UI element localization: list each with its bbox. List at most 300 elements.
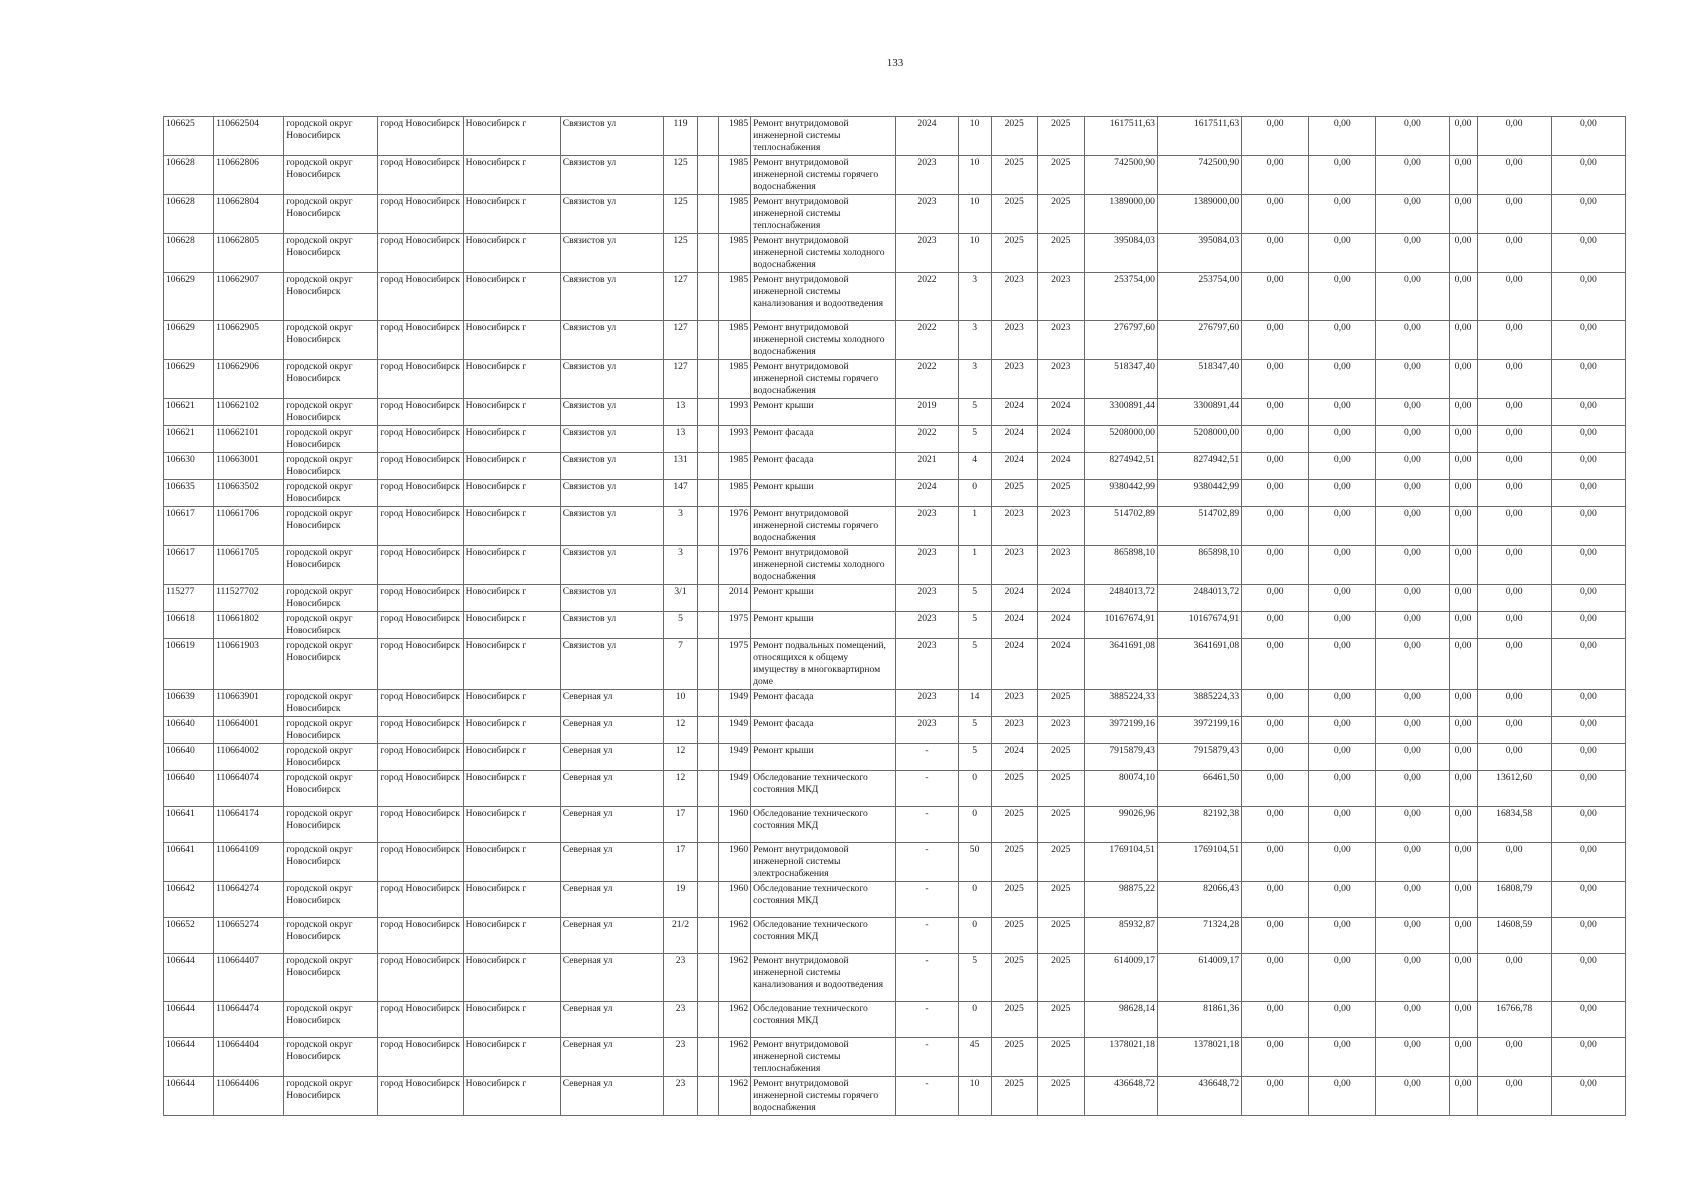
cell-total-cost: 99026,96 [1084, 807, 1157, 843]
cell-house-letter [698, 453, 719, 480]
cell-work-type: Ремонт фасада [751, 426, 896, 453]
cell-fund-cost: 2484013,72 [1157, 585, 1241, 612]
cell-fund-cost: 82192,38 [1157, 807, 1241, 843]
cell-fund-cost: 614009,17 [1157, 954, 1241, 1002]
page-number: 133 [886, 57, 904, 69]
cell-street: Северная ул [560, 843, 663, 882]
cell-account-id: 106644 [164, 1038, 214, 1077]
cell-locality: Новосибирск г [463, 1002, 560, 1038]
cell-other-funds: 0,00 [1477, 480, 1551, 507]
cell-other-funds: 0,00 [1477, 453, 1551, 480]
cell-program-id: 110662806 [214, 156, 284, 195]
table-row [164, 744, 1626, 771]
cell-owner-funds: 0,00 [1449, 273, 1477, 321]
cell-work-type: Обследование технического состояния МКД [751, 771, 896, 807]
cell-federal-funds: 0,00 [1242, 480, 1309, 507]
cell-wear-percent: 5 [958, 399, 991, 426]
cell-regional-funds: 0,00 [1309, 612, 1376, 639]
cell-fund-cost: 71324,28 [1157, 918, 1241, 954]
cell-house-letter [698, 480, 719, 507]
cell-locality: Новосибирск г [463, 195, 560, 234]
cell-house-letter [698, 717, 719, 744]
cell-account-id: 106629 [164, 360, 214, 399]
table-row [164, 639, 1626, 690]
cell-build-year: 1985 [719, 273, 751, 321]
cell-total-cost: 1378021,18 [1084, 1038, 1157, 1077]
cell-fund-cost: 81861,36 [1157, 1002, 1241, 1038]
cell-street: Связистов ул [560, 507, 663, 546]
cell-wear-percent: 0 [958, 1002, 991, 1038]
cell-reserve-funds: 0,00 [1551, 918, 1625, 954]
cell-account-id: 106641 [164, 807, 214, 843]
cell-municipal-funds: 0,00 [1376, 690, 1449, 717]
cell-locality: Новосибирск г [463, 360, 560, 399]
cell-survey-year: 2024 [896, 117, 958, 156]
cell-district: городской округ Новосибирск [284, 426, 378, 453]
cell-work-type: Ремонт внутридомовой инженерной системы теплоснабжения [751, 195, 896, 234]
cell-city: город Новосибирск [378, 612, 463, 639]
cell-other-funds: 0,00 [1477, 399, 1551, 426]
cell-survey-year: 2023 [896, 546, 958, 585]
cell-plan-end: 2023 [1037, 273, 1084, 321]
cell-plan-end: 2025 [1037, 807, 1084, 843]
cell-reserve-funds: 0,00 [1551, 954, 1625, 1002]
cell-house-number: 12 [663, 771, 697, 807]
cell-program-id: 110664407 [214, 954, 284, 1002]
cell-wear-percent: 5 [958, 954, 991, 1002]
cell-house-letter [698, 426, 719, 453]
cell-federal-funds: 0,00 [1242, 954, 1309, 1002]
cell-wear-percent: 5 [958, 426, 991, 453]
cell-district: городской округ Новосибирск [284, 585, 378, 612]
cell-street: Связистов ул [560, 234, 663, 273]
cell-program-id: 110661802 [214, 612, 284, 639]
cell-survey-year: 2024 [896, 480, 958, 507]
cell-district: городской округ Новосибирск [284, 399, 378, 426]
cell-house-number: 17 [663, 807, 697, 843]
cell-program-id: 110662102 [214, 399, 284, 426]
cell-reserve-funds: 0,00 [1551, 807, 1625, 843]
cell-municipal-funds: 0,00 [1376, 1038, 1449, 1077]
cell-house-number: 125 [663, 156, 697, 195]
cell-plan-start: 2025 [991, 882, 1037, 918]
cell-street: Связистов ул [560, 156, 663, 195]
cell-municipal-funds: 0,00 [1376, 585, 1449, 612]
cell-build-year: 1975 [719, 612, 751, 639]
cell-city: город Новосибирск [378, 639, 463, 690]
cell-district: городской округ Новосибирск [284, 690, 378, 717]
cell-street: Северная ул [560, 807, 663, 843]
cell-program-id: 110662101 [214, 426, 284, 453]
cell-municipal-funds: 0,00 [1376, 1077, 1449, 1116]
cell-wear-percent: 45 [958, 1038, 991, 1077]
cell-regional-funds: 0,00 [1309, 639, 1376, 690]
cell-work-type: Ремонт фасада [751, 717, 896, 744]
cell-street: Северная ул [560, 771, 663, 807]
cell-district: городской округ Новосибирск [284, 321, 378, 360]
cell-fund-cost: 395084,03 [1157, 234, 1241, 273]
table-row [164, 918, 1626, 954]
cell-house-letter [698, 639, 719, 690]
cell-municipal-funds: 0,00 [1376, 399, 1449, 426]
cell-fund-cost: 3641691,08 [1157, 639, 1241, 690]
cell-locality: Новосибирск г [463, 546, 560, 585]
cell-account-id: 106618 [164, 612, 214, 639]
cell-plan-end: 2023 [1037, 717, 1084, 744]
cell-plan-end: 2025 [1037, 918, 1084, 954]
cell-work-type: Обследование технического состояния МКД [751, 807, 896, 843]
cell-street: Связистов ул [560, 360, 663, 399]
cell-street: Северная ул [560, 717, 663, 744]
cell-survey-year: 2019 [896, 399, 958, 426]
cell-house-letter [698, 360, 719, 399]
cell-build-year: 1960 [719, 843, 751, 882]
cell-wear-percent: 5 [958, 639, 991, 690]
cell-regional-funds: 0,00 [1309, 717, 1376, 744]
cell-wear-percent: 0 [958, 807, 991, 843]
cell-plan-start: 2024 [991, 585, 1037, 612]
cell-program-id: 110664406 [214, 1077, 284, 1116]
cell-plan-end: 2025 [1037, 954, 1084, 1002]
cell-owner-funds: 0,00 [1449, 1038, 1477, 1077]
cell-locality: Новосибирск г [463, 843, 560, 882]
cell-account-id: 106644 [164, 1002, 214, 1038]
cell-owner-funds: 0,00 [1449, 612, 1477, 639]
cell-regional-funds: 0,00 [1309, 426, 1376, 453]
cell-regional-funds: 0,00 [1309, 507, 1376, 546]
cell-survey-year: 2023 [896, 717, 958, 744]
cell-other-funds: 0,00 [1477, 117, 1551, 156]
table-row [164, 1038, 1626, 1077]
cell-reserve-funds: 0,00 [1551, 690, 1625, 717]
cell-owner-funds: 0,00 [1449, 954, 1477, 1002]
cell-work-type: Ремонт крыши [751, 480, 896, 507]
cell-work-type: Ремонт крыши [751, 399, 896, 426]
cell-federal-funds: 0,00 [1242, 195, 1309, 234]
table-row [164, 156, 1626, 195]
cell-program-id: 110664001 [214, 717, 284, 744]
cell-build-year: 1985 [719, 480, 751, 507]
cell-account-id: 106629 [164, 321, 214, 360]
cell-regional-funds: 0,00 [1309, 117, 1376, 156]
cell-other-funds: 14608,59 [1477, 918, 1551, 954]
cell-city: город Новосибирск [378, 717, 463, 744]
cell-build-year: 1993 [719, 399, 751, 426]
cell-account-id: 106652 [164, 918, 214, 954]
cell-regional-funds: 0,00 [1309, 843, 1376, 882]
cell-program-id: 110662907 [214, 273, 284, 321]
cell-street: Северная ул [560, 1002, 663, 1038]
cell-district: городской округ Новосибирск [284, 639, 378, 690]
cell-locality: Новосибирск г [463, 918, 560, 954]
cell-district: городской округ Новосибирск [284, 843, 378, 882]
cell-district: городской округ Новосибирск [284, 453, 378, 480]
cell-house-letter [698, 843, 719, 882]
cell-house-number: 23 [663, 954, 697, 1002]
cell-program-id: 110664404 [214, 1038, 284, 1077]
cell-street: Связистов ул [560, 117, 663, 156]
cell-plan-end: 2025 [1037, 1038, 1084, 1077]
cell-plan-end: 2025 [1037, 234, 1084, 273]
cell-district: городской округ Новосибирск [284, 1002, 378, 1038]
cell-work-type: Ремонт внутридомовой инженерной системы канализования и водоотведения [751, 273, 896, 321]
cell-house-number: 125 [663, 234, 697, 273]
cell-reserve-funds: 0,00 [1551, 234, 1625, 273]
cell-federal-funds: 0,00 [1242, 690, 1309, 717]
cell-survey-year: - [896, 771, 958, 807]
cell-district: городской округ Новосибирск [284, 918, 378, 954]
cell-municipal-funds: 0,00 [1376, 507, 1449, 546]
cell-reserve-funds: 0,00 [1551, 771, 1625, 807]
cell-total-cost: 276797,60 [1084, 321, 1157, 360]
cell-reserve-funds: 0,00 [1551, 612, 1625, 639]
cell-house-letter [698, 954, 719, 1002]
cell-regional-funds: 0,00 [1309, 1077, 1376, 1116]
cell-house-number: 3/1 [663, 585, 697, 612]
cell-plan-start: 2025 [991, 771, 1037, 807]
cell-municipal-funds: 0,00 [1376, 771, 1449, 807]
cell-city: город Новосибирск [378, 807, 463, 843]
cell-work-type: Ремонт подвальных помещений, относящихся к общему имуществу в многоквартирном доме [751, 639, 896, 690]
cell-house-letter [698, 117, 719, 156]
cell-other-funds: 0,00 [1477, 321, 1551, 360]
cell-other-funds: 0,00 [1477, 546, 1551, 585]
cell-program-id: 110664474 [214, 1002, 284, 1038]
cell-house-number: 19 [663, 882, 697, 918]
cell-plan-start: 2023 [991, 321, 1037, 360]
cell-fund-cost: 3885224,33 [1157, 690, 1241, 717]
cell-house-letter [698, 807, 719, 843]
cell-account-id: 106644 [164, 1077, 214, 1116]
cell-account-id: 106617 [164, 507, 214, 546]
cell-plan-start: 2023 [991, 717, 1037, 744]
cell-plan-end: 2023 [1037, 321, 1084, 360]
cell-build-year: 1985 [719, 453, 751, 480]
cell-account-id: 106644 [164, 954, 214, 1002]
cell-build-year: 1962 [719, 1002, 751, 1038]
cell-owner-funds: 0,00 [1449, 234, 1477, 273]
cell-federal-funds: 0,00 [1242, 882, 1309, 918]
cell-city: город Новосибирск [378, 585, 463, 612]
cell-work-type: Ремонт внутридомовой инженерной системы холодного водоснабжения [751, 546, 896, 585]
cell-house-letter [698, 507, 719, 546]
cell-survey-year: - [896, 882, 958, 918]
cell-wear-percent: 3 [958, 321, 991, 360]
cell-municipal-funds: 0,00 [1376, 954, 1449, 1002]
cell-fund-cost: 5208000,00 [1157, 426, 1241, 453]
cell-work-type: Ремонт внутридомовой инженерной системы холодного водоснабжения [751, 234, 896, 273]
cell-plan-start: 2025 [991, 117, 1037, 156]
cell-wear-percent: 1 [958, 507, 991, 546]
cell-regional-funds: 0,00 [1309, 585, 1376, 612]
cell-locality: Новосибирск г [463, 480, 560, 507]
table-row [164, 690, 1626, 717]
cell-city: город Новосибирск [378, 480, 463, 507]
cell-house-letter [698, 744, 719, 771]
cell-build-year: 1985 [719, 156, 751, 195]
cell-total-cost: 1769104,51 [1084, 843, 1157, 882]
cell-other-funds: 0,00 [1477, 954, 1551, 1002]
cell-house-number: 10 [663, 690, 697, 717]
cell-other-funds: 0,00 [1477, 612, 1551, 639]
cell-total-cost: 7915879,43 [1084, 744, 1157, 771]
cell-district: городской округ Новосибирск [284, 1038, 378, 1077]
data-table [163, 116, 1626, 1116]
cell-wear-percent: 10 [958, 117, 991, 156]
table-row [164, 1077, 1626, 1116]
cell-reserve-funds: 0,00 [1551, 882, 1625, 918]
cell-program-id: 111527702 [214, 585, 284, 612]
table-row [164, 399, 1626, 426]
cell-other-funds: 16834,58 [1477, 807, 1551, 843]
table-row [164, 585, 1626, 612]
cell-house-letter [698, 321, 719, 360]
cell-survey-year: - [896, 1077, 958, 1116]
cell-other-funds: 0,00 [1477, 690, 1551, 717]
cell-federal-funds: 0,00 [1242, 426, 1309, 453]
cell-regional-funds: 0,00 [1309, 882, 1376, 918]
cell-work-type: Ремонт внутридомовой инженерной системы электроснабжения [751, 843, 896, 882]
cell-other-funds: 0,00 [1477, 843, 1551, 882]
cell-house-letter [698, 156, 719, 195]
cell-work-type: Обследование технического состояния МКД [751, 918, 896, 954]
cell-survey-year: - [896, 1002, 958, 1038]
cell-street: Северная ул [560, 882, 663, 918]
cell-municipal-funds: 0,00 [1376, 453, 1449, 480]
cell-locality: Новосибирск г [463, 639, 560, 690]
cell-work-type: Ремонт фасада [751, 690, 896, 717]
cell-program-id: 110662805 [214, 234, 284, 273]
cell-survey-year: 2023 [896, 690, 958, 717]
cell-house-number: 12 [663, 744, 697, 771]
cell-survey-year: 2021 [896, 453, 958, 480]
cell-street: Связистов ул [560, 639, 663, 690]
cell-total-cost: 10167674,91 [1084, 612, 1157, 639]
cell-reserve-funds: 0,00 [1551, 744, 1625, 771]
cell-build-year: 1949 [719, 771, 751, 807]
cell-total-cost: 395084,03 [1084, 234, 1157, 273]
cell-other-funds: 16766,78 [1477, 1002, 1551, 1038]
cell-municipal-funds: 0,00 [1376, 156, 1449, 195]
cell-district: городской округ Новосибирск [284, 882, 378, 918]
cell-wear-percent: 5 [958, 612, 991, 639]
cell-regional-funds: 0,00 [1309, 360, 1376, 399]
cell-survey-year: - [896, 843, 958, 882]
cell-locality: Новосибирск г [463, 399, 560, 426]
cell-other-funds: 0,00 [1477, 195, 1551, 234]
table-row [164, 882, 1626, 918]
cell-house-number: 147 [663, 480, 697, 507]
cell-house-number: 23 [663, 1002, 697, 1038]
cell-street: Связистов ул [560, 195, 663, 234]
cell-build-year: 1949 [719, 744, 751, 771]
cell-other-funds: 0,00 [1477, 585, 1551, 612]
cell-other-funds: 0,00 [1477, 744, 1551, 771]
cell-city: город Новосибирск [378, 273, 463, 321]
cell-wear-percent: 14 [958, 690, 991, 717]
cell-locality: Новосибирск г [463, 117, 560, 156]
cell-locality: Новосибирск г [463, 453, 560, 480]
cell-survey-year: 2023 [896, 585, 958, 612]
cell-account-id: 106635 [164, 480, 214, 507]
cell-work-type: Ремонт внутридомовой инженерной системы горячего водоснабжения [751, 360, 896, 399]
cell-work-type: Ремонт фасада [751, 453, 896, 480]
cell-street: Связистов ул [560, 426, 663, 453]
cell-municipal-funds: 0,00 [1376, 117, 1449, 156]
cell-plan-start: 2023 [991, 690, 1037, 717]
cell-house-number: 13 [663, 426, 697, 453]
cell-municipal-funds: 0,00 [1376, 882, 1449, 918]
cell-account-id: 106640 [164, 717, 214, 744]
cell-house-letter [698, 882, 719, 918]
cell-total-cost: 1617511,63 [1084, 117, 1157, 156]
cell-reserve-funds: 0,00 [1551, 273, 1625, 321]
cell-municipal-funds: 0,00 [1376, 612, 1449, 639]
cell-street: Связистов ул [560, 399, 663, 426]
cell-owner-funds: 0,00 [1449, 918, 1477, 954]
cell-fund-cost: 9380442,99 [1157, 480, 1241, 507]
cell-fund-cost: 742500,90 [1157, 156, 1241, 195]
cell-owner-funds: 0,00 [1449, 639, 1477, 690]
table-row [164, 771, 1626, 807]
cell-survey-year: 2022 [896, 360, 958, 399]
cell-fund-cost: 1617511,63 [1157, 117, 1241, 156]
table-row [164, 273, 1626, 321]
cell-owner-funds: 0,00 [1449, 717, 1477, 744]
cell-owner-funds: 0,00 [1449, 321, 1477, 360]
cell-house-number: 23 [663, 1077, 697, 1116]
cell-build-year: 1985 [719, 360, 751, 399]
cell-survey-year: - [896, 954, 958, 1002]
cell-wear-percent: 5 [958, 585, 991, 612]
cell-program-id: 110663502 [214, 480, 284, 507]
cell-district: городской округ Новосибирск [284, 156, 378, 195]
cell-program-id: 110661705 [214, 546, 284, 585]
cell-build-year: 1993 [719, 426, 751, 453]
cell-regional-funds: 0,00 [1309, 453, 1376, 480]
cell-house-letter [698, 195, 719, 234]
cell-other-funds: 0,00 [1477, 156, 1551, 195]
cell-total-cost: 3972199,16 [1084, 717, 1157, 744]
cell-survey-year: 2023 [896, 507, 958, 546]
cell-fund-cost: 82066,43 [1157, 882, 1241, 918]
cell-plan-end: 2025 [1037, 690, 1084, 717]
cell-owner-funds: 0,00 [1449, 360, 1477, 399]
cell-district: городской округ Новосибирск [284, 612, 378, 639]
cell-fund-cost: 3972199,16 [1157, 717, 1241, 744]
cell-house-letter [698, 546, 719, 585]
cell-house-number: 127 [663, 321, 697, 360]
cell-reserve-funds: 0,00 [1551, 399, 1625, 426]
cell-other-funds: 0,00 [1477, 507, 1551, 546]
cell-locality: Новосибирск г [463, 771, 560, 807]
cell-other-funds: 0,00 [1477, 1077, 1551, 1116]
cell-street: Связистов ул [560, 273, 663, 321]
cell-wear-percent: 10 [958, 195, 991, 234]
cell-reserve-funds: 0,00 [1551, 321, 1625, 360]
cell-house-letter [698, 1038, 719, 1077]
cell-plan-end: 2025 [1037, 156, 1084, 195]
cell-street: Связистов ул [560, 585, 663, 612]
table-row [164, 507, 1626, 546]
cell-fund-cost: 7915879,43 [1157, 744, 1241, 771]
cell-total-cost: 514702,89 [1084, 507, 1157, 546]
cell-fund-cost: 3300891,44 [1157, 399, 1241, 426]
cell-city: город Новосибирск [378, 507, 463, 546]
cell-program-id: 110665274 [214, 918, 284, 954]
cell-fund-cost: 66461,50 [1157, 771, 1241, 807]
cell-survey-year: 2022 [896, 426, 958, 453]
